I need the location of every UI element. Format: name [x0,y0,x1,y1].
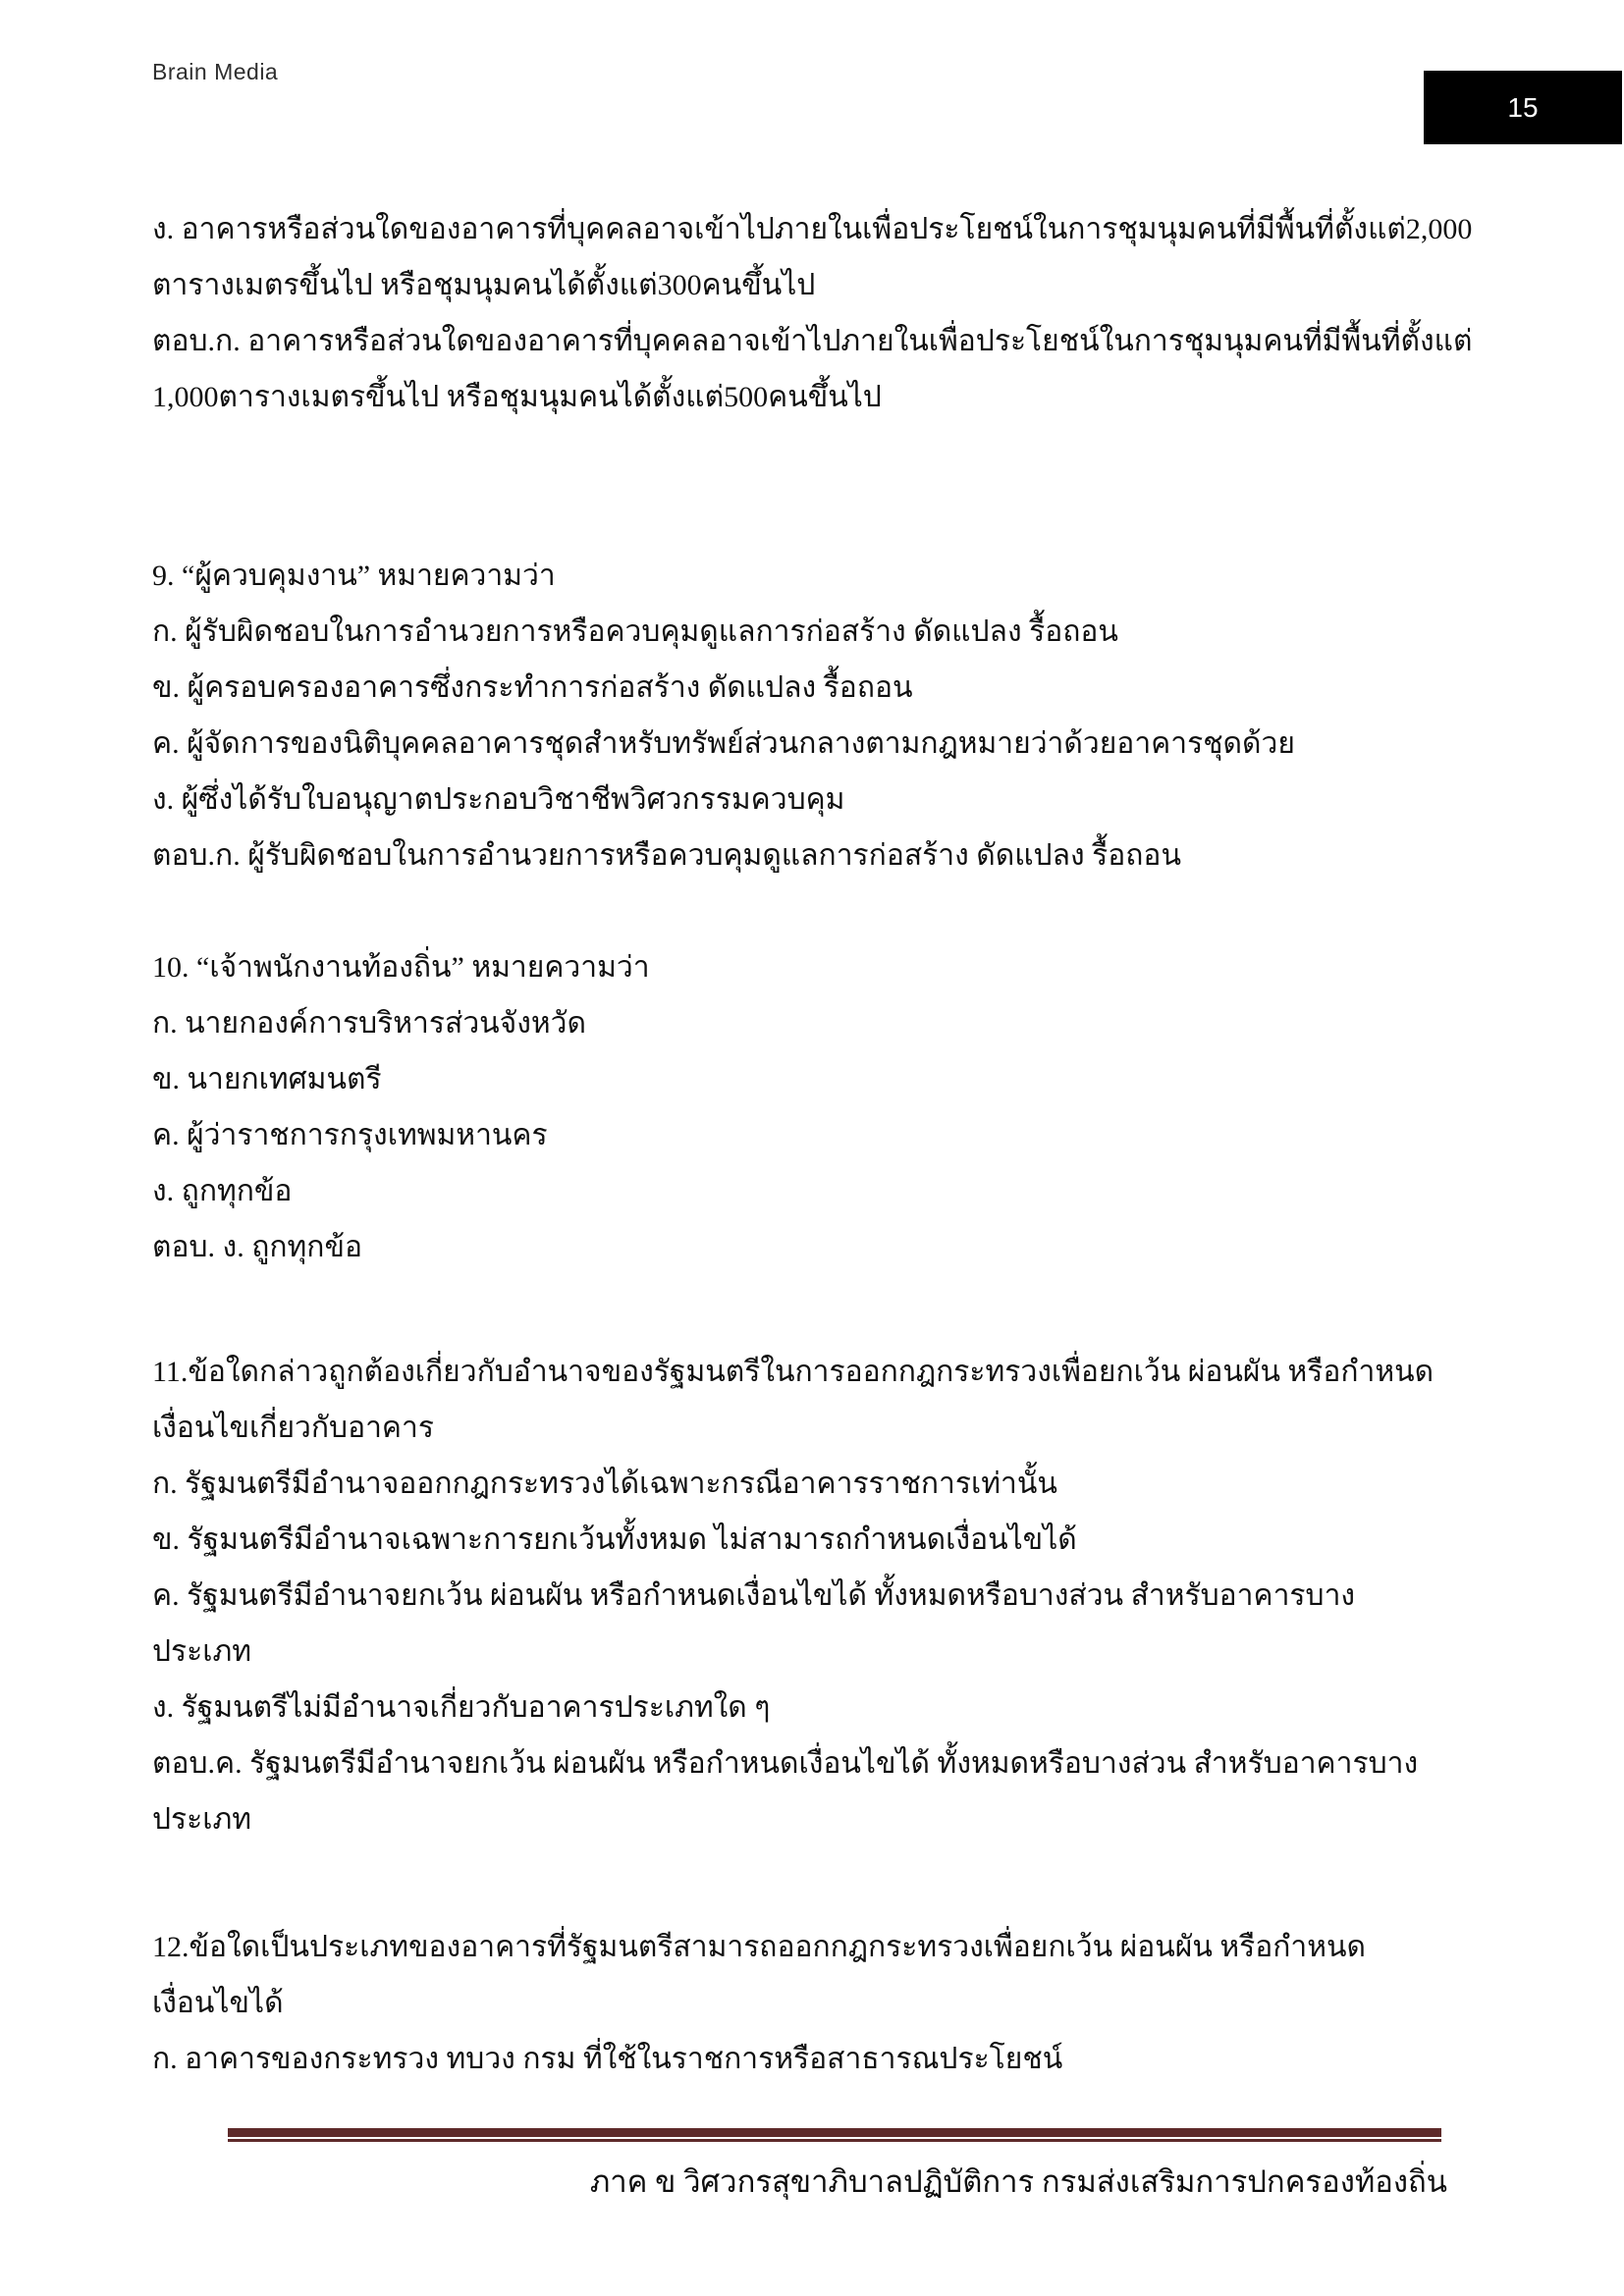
text-line: ก. รัฐมนตรีมีอำนาจออกกฎกระทรวงได้เฉพาะกรณีอาคารราชการเท่านั้น [152,1468,1057,1500]
text-line: เงื่อนไขเกี่ยวกับอาคาร [152,1412,434,1444]
text-line: ง. ผู้ซึ่งได้รับใบอนุญาตประกอบวิชาชีพวิศวกรรมควบคุม [152,783,845,816]
footer-text: ภาค ข วิศวกรสุขาภิบาลปฏิบัติการ กรมส่งเสริมการปกครองท้องถิ่น [589,2164,1447,2199]
page-number-box [1424,71,1622,144]
text-line: ตอบ. ง. ถูกทุกข้อ [152,1231,362,1263]
text-line: ตอบ.ก. ผู้รับผิดชอบในการอำนวยการหรือควบคุมดูแลการก่อสร้าง ดัดแปลง รื้อถอน [152,839,1181,872]
text-line: ก. อาคารของกระทรวง ทบวง กรม ที่ใช้ในราชการหรือสาธารณประโยชน์ [152,2043,1063,2075]
text-line: 1,000ตารางเมตรขึ้นไป หรือชุมนุมคนได้ตั้งแต่500คนขึ้นไป [152,381,882,413]
question-8-option-and-answer [152,201,1473,425]
header-brand: Brain Media [152,59,279,84]
text-line: ประเภท [152,1803,252,1836]
text-line: ค. รัฐมนตรีมีอำนาจยกเว้น ผ่อนผัน หรือกำหนดเงื่อนไขได้ ทั้งหมดหรือบางส่วน สำหรับอาคารบาง [152,1579,1356,1612]
text-line: ค. ผู้ว่าราชการกรุงเทพมหานคร [152,1119,548,1151]
footer-rule [228,2128,1441,2142]
text-line: ประเภท [152,1635,252,1668]
text-line: ข. นายกเทศมนตรี [152,1063,382,1095]
footer-rule-thin-bar [228,2139,1441,2142]
question-11 [152,1344,1467,1847]
document-body [152,201,1473,2087]
text-line: ค. ผู้จัดการของนิติบุคคลอาคารชุดสำหรับทรัพย์ส่วนกลางตามกฎหมายว่าด้วยอาคารชุดด้วย [152,727,1295,760]
text-line: 10. “เจ้าพนักงานท้องถิ่น” หมายความว่า [152,951,650,984]
text-line: 11.ข้อใดกล่าวถูกต้องเกี่ยวกับอำนาจของรัฐมนตรีในการออกกฎกระทรวงเพื่อยกเว้น ผ่อนผัน หรือกำหนด [152,1356,1435,1388]
text-line: ตอบ.ค. รัฐมนตรีมีอำนาจยกเว้น ผ่อนผัน หรือกำหนดเงื่อนไขได้ ทั้งหมดหรือบางส่วน สำหรับอาคารบาง [152,1747,1419,1780]
text-line: เงื่อนไขได้ [152,1987,284,2019]
text-line: 9. “ผู้ควบคุมงาน” หมายความว่า [152,560,556,592]
page-number: 15 [1507,91,1539,123]
text-line: 12.ข้อใดเป็นประเภทของอาคารที่รัฐมนตรีสามารถออกกฎกระทรวงเพื่อยกเว้น ผ่อนผัน หรือกำหนด [152,1931,1367,1963]
text-line: ข. ผู้ครอบครองอาคารซึ่งกระทำการก่อสร้าง ดัดแปลง รื้อถอน [152,671,913,704]
text-line: ง. ถูกทุกข้อ [152,1175,293,1207]
question-9 [152,548,1467,883]
text-line: ตอบ.ก. อาคารหรือส่วนใดของอาคารที่บุคคลอาจเข้าไปภายในเพื่อประโยชน์ในการชุมนุมคนที่มีพื้นที่ตั้งแต่ [152,325,1473,357]
text-line: ตารางเมตรขึ้นไป หรือชุมนุมคนได้ตั้งแต่300คนขึ้นไป [152,269,816,301]
text-line: ง. รัฐมนตรีไม่มีอำนาจเกี่ยวกับอาคารประเภทใด ๆ [152,1691,771,1724]
question-12 [152,1919,1467,2087]
text-line: ก. นายกองค์การบริหารส่วนจังหวัด [152,1007,587,1040]
text-line: ข. รัฐมนตรีมีอำนาจเฉพาะการยกเว้นทั้งหมด ไม่สามารถกำหนดเงื่อนไขได้ [152,1523,1077,1556]
footer-rule-thick-bar [228,2128,1441,2137]
question-10 [152,939,1467,1275]
text-line: ก. ผู้รับผิดชอบในการอำนวยการหรือควบคุมดูแลการก่อสร้าง ดัดแปลง รื้อถอน [152,615,1118,648]
text-line: ง. อาคารหรือส่วนใดของอาคารที่บุคคลอาจเข้าไปภายในเพื่อประโยชน์ในการชุมนุมคนที่มีพื้นที่ตั้งแต่2,000 [152,213,1473,245]
